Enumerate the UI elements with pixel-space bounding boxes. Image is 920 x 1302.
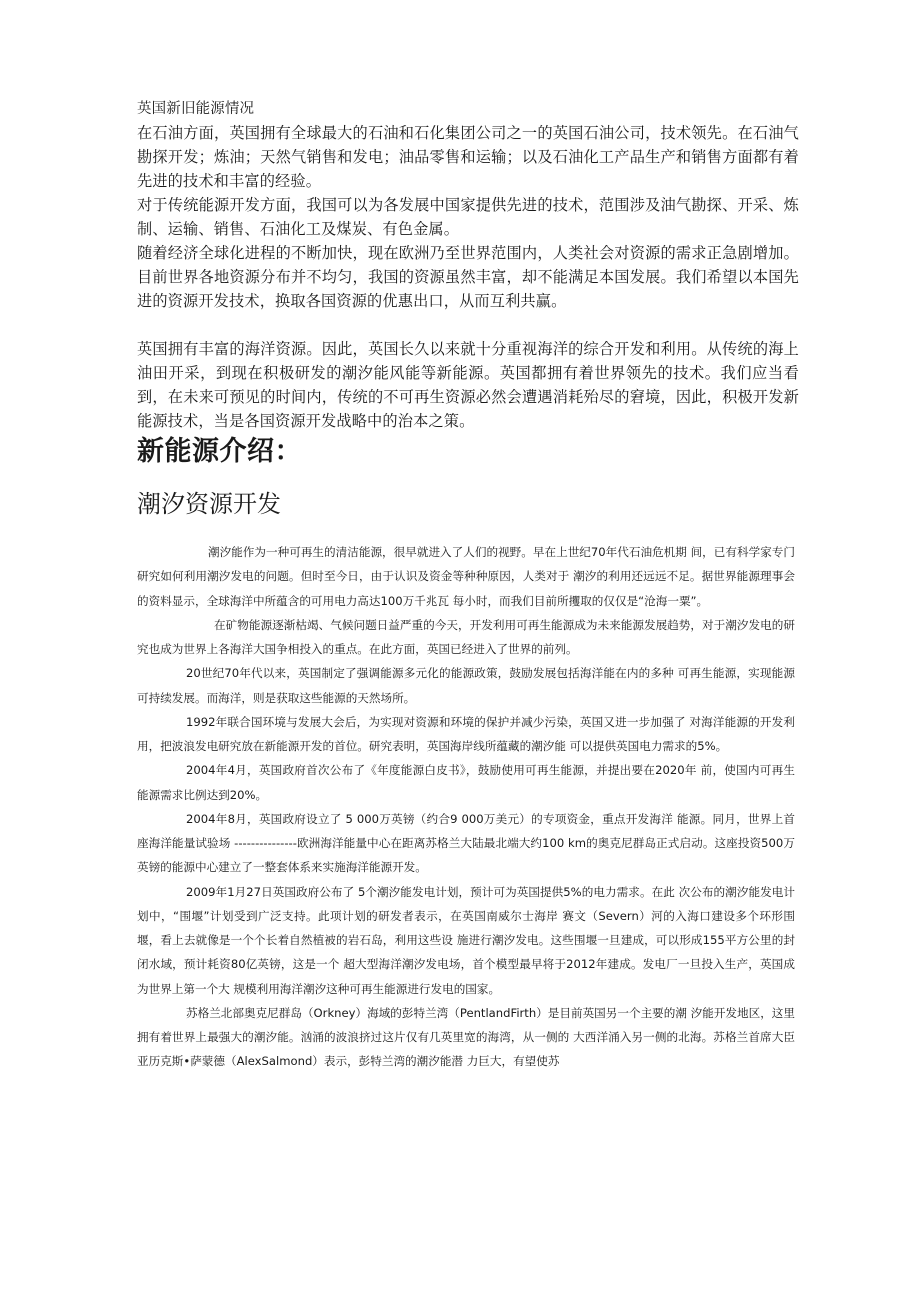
tidal-paragraph-5: 2004年4月，英国政府首次公布了《年度能源白皮书》，鼓励使用可再生能源，并提出要在2020年 前，使国内可再生能源需求比例达到20%。 [137, 763, 795, 802]
traditional-energy-paragraph: 对于传统能源开发方面，我国可以为各发展中国家提供先进的技术，范围涉及油气勘探、开采、炼制、运输、销售、石油化工及煤炭、有色金属。 [137, 196, 799, 238]
tidal-paragraph-4: 1992年联合国环境与发展大会后，为实现对资源和环境的保护并减少污染，英国又进一步加强了 对海洋能源的开发利用，把波浪发电研究放在新能源开发的首位。研究表明，英国海岸线所蕴藏的潮汐能 可以提供英国电力需求的5%。 [137, 714, 795, 753]
marine-resources-paragraph: 英国拥有丰富的海洋资源。因此，英国长久以来就十分重视海洋的综合开发和利用。从传统的海上油田开采，到现在积极研发的潮汐能风能等新能源。英国都拥有着世界领先的技术。我们应当看到，在未来可预见的时间内，传统的不可再生资源必然会遭遇消耗殆尽的窘境，因此，积极开发新能源技术，当是各国资源开发战略中的治本之策。 [137, 340, 799, 430]
section-heading: 新能源介绍： [137, 436, 302, 467]
tidal-paragraph-8: 苏格兰北部奥克尼群岛（Orkney）海域的彭特兰湾（PentlandFirth）是目前英国另一个主要的潮 汐能开发地区，这里拥有着世界上最强大的潮汐能。汹涌的波浪挤过这片仅有几英里宽的海湾，从一侧的 大西洋涌入另一侧的北海。苏格兰首席大臣亚历克斯•萨蒙德（AlexSalmond）表示，彭特兰湾的潮汐能潜 力巨大，有望使苏 [137, 1005, 795, 1069]
document-title: 英国新旧能源情况 [137, 101, 255, 117]
globalization-paragraph: 随着经济全球化进程的不断加快，现在欧洲乃至世界范围内，人类社会对资源的需求正急剧增加。目前世界各地资源分布并不均匀，我国的资源虽然丰富，却不能满足本国发展。我们希望以本国先进的资源开发技术，换取各国资源的优惠出口，从而互利共赢。 [137, 244, 799, 310]
tidal-paragraph-6: 2004年8月，英国政府设立了 5 000万英镑（约合9 000万美元）的专项资金，重点开发海洋 能源。同月，世界上首座海洋能量试验场 ---------------欧洲海洋能量中心在距离苏格兰大陆最北端大约100 km的奥克尼群岛正式启动。这座投资500万英镑的能源中心建立了一整套体系来实施海洋能源开发。 [137, 811, 795, 875]
tidal-paragraph-7: 2009年1月27日英国政府公布了 5个潮汐能发电计划，预计可为英国提供5%的电力需求。在此 次公布的潮汐能发电计划中，“围堰”计划受到广泛支持。此项计划的研发者表示，在英国南威尔士海岸 赛文（Severn）河的入海口建设多个环形围堰，看上去就像是一个个长着自然植被的岩石岛，利用这些设 施进行潮汐发电。这些围堰一旦建成，可以形成155平方公里的封闭水域，预计耗资80亿英镑，这是一个 超大型海洋潮汐发电场，首个模型最早将于2012年建成。发电厂一旦投入生产，英国成为世界上第一个大 规模利用海洋潮汐这种可再生能源进行发电的国家。 [137, 884, 795, 996]
oil-paragraph: 在石油方面，英国拥有全球最大的石油和石化集团公司之一的英国石油公司，技术领先。在石油气勘探开发；炼油；天然气销售和发电；油品零售和运输；以及石油化工产品生产和销售方面都有着先进的技术和丰富的经验。 [137, 124, 799, 190]
subsection-heading: 潮汐资源开发 [137, 490, 281, 518]
tidal-paragraph-2: 在矿物能源逐渐枯竭、气候问题日益严重的今天，开发利用可再生能源成为未来能源发展趋势，对于潮汐发电的研究也成为世界上各海洋大国争相投入的重点。在此方面，英国已经进入了世界的前列。 [137, 617, 795, 656]
intro-section [137, 97, 799, 433]
paragraph-spacer [137, 313, 799, 337]
tidal-paragraph-1: 潮汐能作为一种可再生的清洁能源，很早就进入了人们的视野。早在上世纪70年代石油危机期 间，已有科学家专门研究如何利用潮汐发电的问题。但时至今日，由于认识及资金等种种原因，人类对于 潮汐的利用还远远不足。据世界能源理事会的资料显示，全球海洋中所蕴含的可用电力高达100万千兆瓦 每小时，而我们目前所攫取的仅仅是“沧海一粟”。 [137, 545, 795, 608]
tidal-paragraph-3: 20世纪70年代以来，英国制定了强调能源多元化的能源政策，鼓励发展包括海洋能在内的多种 可再生能源，实现能源可持续发展。而海洋，则是获取这些能源的天然场所。 [137, 666, 795, 705]
tidal-section-body [137, 540, 795, 1074]
